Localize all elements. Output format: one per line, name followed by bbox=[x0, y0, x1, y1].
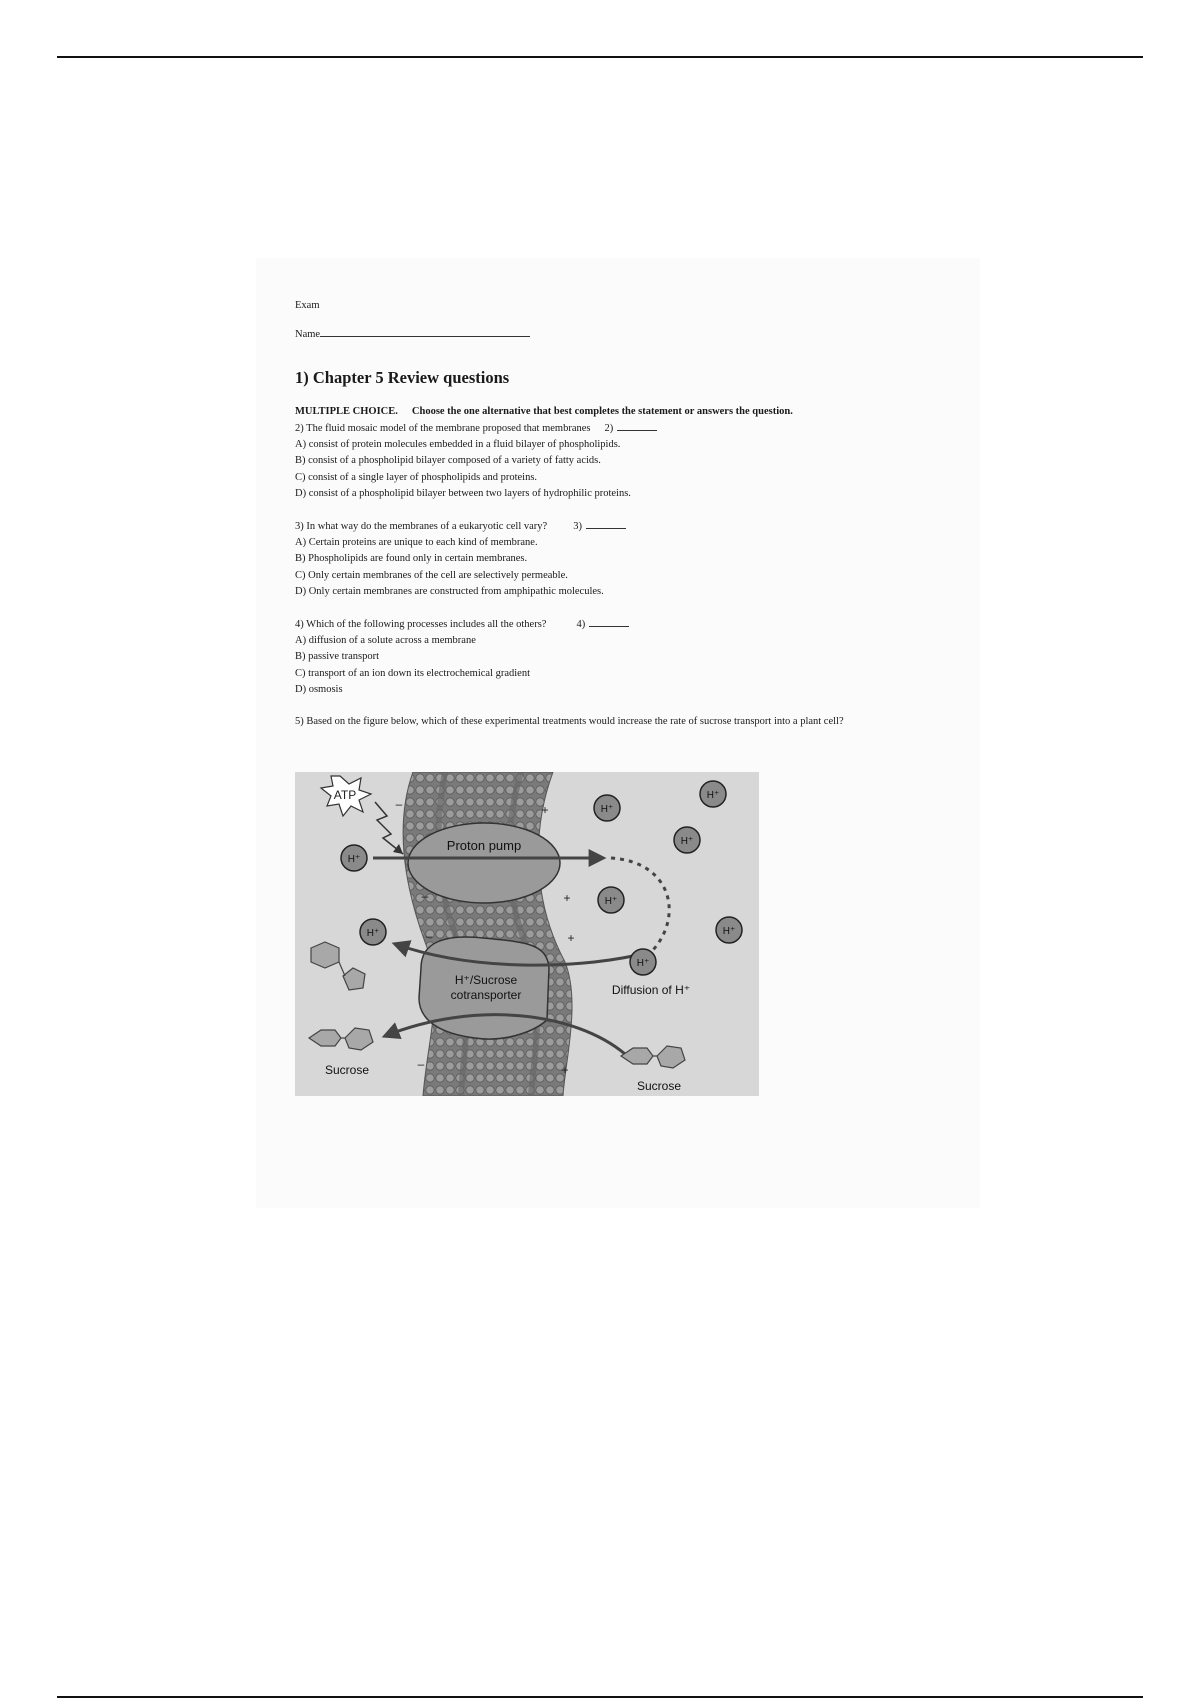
charge-minus: – bbox=[417, 1057, 425, 1071]
option: B) Phospholipids are found only in certain membranes. bbox=[295, 553, 528, 565]
name-field bbox=[295, 326, 530, 343]
proton-pump-label: Proton pump bbox=[446, 838, 522, 853]
diffusion-label: Diffusion of H⁺ bbox=[611, 983, 691, 997]
top-rule bbox=[57, 56, 1143, 58]
question-stem: 4) Which of the following processes includes all the others? bbox=[295, 619, 547, 630]
option: B) consist of a phospholipid bilayer composed of a variety of fatty acids. bbox=[295, 455, 601, 467]
name-label: Name bbox=[295, 329, 321, 340]
option: A) consist of protein molecules embedded in a fluid bilayer of phospholipids. bbox=[295, 439, 621, 451]
charge-plus: + bbox=[541, 803, 549, 817]
option: B) passive transport bbox=[295, 651, 379, 663]
h-ion-label: H⁺ bbox=[722, 926, 736, 937]
option: A) diffusion of a solute across a membrane bbox=[295, 635, 476, 647]
proton-pump-figure bbox=[295, 772, 759, 1096]
question-stem: 3) In what way do the membranes of a eukaryotic cell vary? bbox=[295, 521, 548, 532]
option: D) consist of a phospholipid bilayer between two layers of hydrophilic proteins. bbox=[295, 487, 631, 499]
charge-plus: + bbox=[563, 891, 571, 905]
option: D) Only certain membranes are constructed from amphipathic molecules. bbox=[295, 585, 604, 597]
exam-label: Exam bbox=[295, 300, 320, 311]
option: C) Only certain membranes of the cell are selectively permeable. bbox=[295, 569, 568, 581]
question-5-stem: 5) Based on the figure below, which of these experimental treatments would increase the rate of sucrose transport into a plant cell? bbox=[295, 716, 844, 727]
section-title: 1) Chapter 5 Review questions bbox=[295, 368, 510, 387]
charge-minus: – bbox=[395, 797, 403, 811]
h-ion-label: H⁺ bbox=[604, 896, 618, 907]
sucrose-label-right: Sucrose bbox=[636, 1079, 682, 1093]
h-ion-label: H⁺ bbox=[680, 836, 694, 847]
option: D) osmosis bbox=[295, 683, 343, 695]
name-underline bbox=[320, 326, 530, 337]
answer-blank: 2) bbox=[604, 420, 657, 437]
question-stem: 2) The fluid mosaic model of the membrane proposed that membranes bbox=[295, 423, 591, 434]
instructions-heading: MULTIPLE CHOICE. bbox=[295, 406, 398, 417]
option: C) transport of an ion down its electrochemical gradient bbox=[295, 667, 531, 679]
cotransporter-label-1: H⁺/Sucrose bbox=[454, 973, 518, 987]
bottom-rule bbox=[57, 1696, 1143, 1698]
h-ion-label: H⁺ bbox=[347, 854, 361, 865]
instructions-text: Choose the one alternative that best completes the statement or answers the question. bbox=[411, 406, 793, 417]
instructions bbox=[295, 404, 793, 420]
answer-blank: 3) bbox=[573, 518, 626, 535]
option: C) consist of a single layer of phospholipids and proteins. bbox=[295, 471, 538, 483]
h-ion-label: H⁺ bbox=[600, 804, 614, 815]
h-ion-label: H⁺ bbox=[366, 928, 380, 939]
proton-pump bbox=[408, 823, 560, 903]
exam-page bbox=[256, 258, 980, 1208]
charge-plus: + bbox=[561, 1063, 569, 1077]
sucrose-label-left: Sucrose bbox=[324, 1063, 370, 1077]
question-3 bbox=[295, 518, 626, 600]
answer-blank: 4) bbox=[576, 616, 629, 633]
charge-plus: + bbox=[567, 931, 575, 945]
charge-minus: – bbox=[425, 929, 433, 943]
question-2 bbox=[295, 420, 657, 502]
charge-minus: – bbox=[421, 889, 429, 903]
question-4 bbox=[295, 616, 629, 698]
h-ion-label: H⁺ bbox=[706, 790, 720, 801]
cotransporter-label-2: cotransporter bbox=[450, 988, 522, 1002]
option: A) Certain proteins are unique to each kind of membrane. bbox=[295, 537, 538, 549]
h-ion-label: H⁺ bbox=[636, 958, 650, 969]
atp-label: ATP bbox=[333, 788, 357, 802]
